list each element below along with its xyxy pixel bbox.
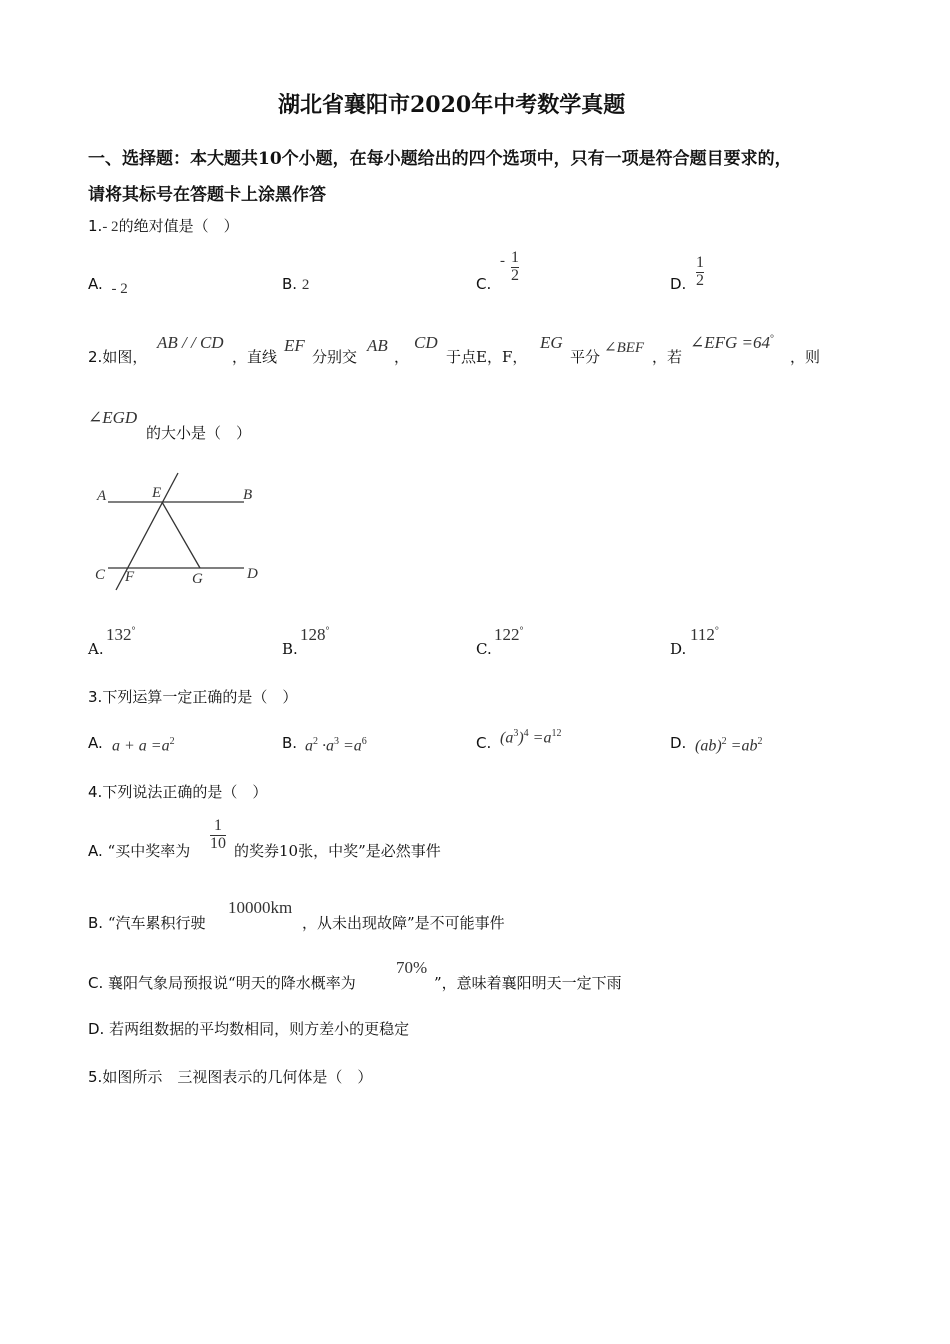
page-title: 湖北省襄阳市2020年中考数学真题: [278, 92, 626, 118]
exponent: 3: [334, 736, 339, 747]
point-label-f: F: [125, 569, 135, 585]
math-expression: =ab: [730, 737, 758, 755]
point-label-a: A: [97, 488, 107, 504]
option-3b-value: [305, 736, 367, 755]
question-text: 如图所示 三视图表示的几何体是（ ）: [102, 1068, 373, 1086]
question-number: 2.: [88, 348, 103, 366]
math-expression: ): [518, 729, 524, 747]
question-text: ，直线: [232, 348, 278, 366]
option-1d-value: [696, 252, 704, 290]
fraction: [696, 255, 704, 290]
option-value: 112: [690, 625, 715, 644]
exponent: 2: [313, 736, 318, 747]
section-heading-line1: 一、选择题：本大题共10个小题，在每小题给出的四个选项中，只有一项是符合题目要求的，: [88, 149, 792, 169]
question-4: [88, 781, 267, 802]
option-value: 2: [301, 277, 310, 293]
option-2b[interactable]: [282, 640, 298, 658]
question-1: [88, 215, 239, 236]
math-expression: =a: [343, 737, 362, 755]
option-label: C.: [88, 974, 104, 992]
question-text: ，: [394, 348, 410, 366]
degree-sign: °: [714, 625, 719, 637]
option-value: 132: [106, 625, 132, 644]
question-text: 分别交: [312, 348, 358, 366]
option-label: A.: [88, 640, 104, 658]
option-label: D.: [670, 275, 687, 293]
option-text: “汽车累积行驶: [107, 914, 206, 932]
option-2c-value: [494, 625, 524, 645]
option-1c-value: [500, 250, 519, 285]
option-label: A.: [88, 734, 103, 752]
option-value: 128: [300, 625, 326, 644]
fraction-denominator: 2: [696, 271, 704, 289]
question-text: 的绝对值是（ ）: [118, 217, 239, 235]
math-expression: - 2: [102, 219, 119, 235]
exponent: 3: [513, 728, 519, 739]
exponent: 6: [361, 736, 367, 747]
option-label: A.: [88, 842, 103, 860]
fraction-denominator: 10: [210, 834, 226, 852]
option-label: D.: [88, 1020, 105, 1038]
geometry-figure: [88, 470, 278, 600]
option-2b-value: [300, 625, 330, 645]
line-eg: [162, 502, 200, 568]
point-label-d: D: [247, 566, 258, 582]
option-text: ”，意味着襄阳明天一定下雨: [434, 974, 622, 992]
exponent: 2: [757, 736, 763, 747]
option-4b[interactable]: [88, 912, 206, 933]
question-text: 如图，: [102, 348, 148, 366]
option-label: A.: [88, 275, 103, 293]
option-label: B.: [282, 734, 298, 752]
option-2c[interactable]: [476, 640, 492, 658]
question-number: 5.: [88, 1068, 103, 1086]
degree-sign: °: [131, 625, 136, 637]
math-ef: EF: [284, 336, 305, 355]
option-4a-fraction: [210, 815, 226, 853]
option-text: ，从未出现故障”是不可能事件: [302, 914, 505, 932]
question-5: [88, 1066, 372, 1087]
question-text: ，则: [790, 348, 821, 366]
option-2a-value: [106, 625, 136, 645]
option-1b[interactable]: [282, 275, 309, 294]
option-3d-value: [695, 736, 762, 755]
option-text: 襄阳气象局预报说“明天的降水概率为: [108, 974, 356, 992]
exponent: 4: [523, 728, 529, 739]
math-angle-egd: ∠EGD: [88, 408, 138, 427]
math-expression: (ab): [695, 737, 722, 755]
option-2d[interactable]: [670, 640, 686, 658]
question-text: 下列说法正确的是（ ）: [102, 783, 268, 801]
degree-sign: °: [325, 625, 330, 637]
option-label: D.: [670, 734, 687, 752]
math-distance: 10000km: [228, 898, 293, 917]
math-eg: EG: [540, 333, 563, 352]
point-label-e: E: [152, 485, 162, 501]
fraction-denominator: 2: [511, 266, 519, 284]
math-cd: CD: [414, 333, 438, 352]
degree-sign: °: [770, 333, 775, 345]
question-number: 4.: [88, 783, 103, 801]
option-1d[interactable]: [670, 275, 686, 293]
question-text: 的大小是（ ）: [146, 424, 252, 442]
option-3c-value: [500, 728, 561, 747]
option-3a[interactable]: [88, 734, 103, 752]
fraction: [511, 250, 519, 285]
option-label: C.: [476, 734, 492, 752]
question-3: [88, 686, 297, 707]
option-2a[interactable]: [88, 640, 104, 658]
option-2d-value: [690, 625, 719, 645]
math-expression: (a: [500, 729, 514, 747]
option-label: B.: [282, 275, 298, 293]
option-value: - 2: [111, 281, 128, 297]
section-heading-line2: 请将其标号在答题卡上涂黑作答: [88, 185, 326, 205]
math-expression: a + a =a: [112, 737, 170, 755]
option-4d[interactable]: [88, 1018, 409, 1039]
math-angle-efg: [690, 333, 774, 353]
minus-sign: -: [500, 252, 505, 269]
exponent: 2: [169, 736, 175, 747]
option-4c[interactable]: [88, 972, 356, 993]
option-text: “买中奖率为: [107, 842, 191, 860]
option-value: 122: [494, 625, 520, 644]
math-angle-bef: ∠BEF: [604, 340, 645, 356]
question-number: 1.: [88, 217, 103, 235]
math-expression: ∠EFG =64: [690, 333, 771, 352]
question-text: 平分: [570, 348, 601, 366]
option-3d[interactable]: [670, 734, 686, 752]
option-text: 的奖券10张，中奖”是必然事件: [234, 842, 441, 860]
point-label-b: B: [243, 487, 253, 503]
option-text: 若两组数据的平均数相同，则方差小的更稳定: [109, 1020, 410, 1038]
math-ab-parallel-cd: AB / / CD: [157, 333, 224, 352]
option-3c[interactable]: [476, 734, 491, 752]
option-label: C.: [476, 640, 492, 658]
option-label: D.: [670, 640, 687, 658]
degree-sign: °: [519, 625, 524, 637]
option-3b[interactable]: [282, 734, 297, 752]
option-4a[interactable]: [88, 840, 190, 861]
math-percent: 70%: [396, 958, 428, 977]
fraction-numerator: 1: [696, 254, 704, 271]
option-1a[interactable]: [88, 275, 128, 297]
option-label: B.: [88, 914, 104, 932]
fraction-numerator: 1: [511, 249, 519, 266]
option-label: B.: [282, 640, 298, 658]
question-text: 于点E，F，: [446, 348, 528, 366]
math-ab: AB: [367, 336, 388, 355]
question-text: ，若: [652, 348, 683, 366]
option-1c[interactable]: [476, 275, 491, 293]
option-label: C.: [476, 275, 492, 293]
question-number: 3.: [88, 688, 103, 706]
option-3a-value: [112, 736, 175, 755]
point-label-g: G: [192, 571, 203, 587]
math-expression: =a: [532, 729, 552, 747]
question-2-line1: [88, 346, 147, 367]
fraction-numerator: 1: [214, 817, 222, 834]
exponent: 2: [721, 736, 727, 747]
point-label-c: C: [95, 567, 106, 583]
fraction: [210, 818, 226, 853]
exponent: 12: [551, 728, 562, 739]
math-expression: a: [305, 737, 313, 755]
question-text: 下列运算一定正确的是（ ）: [102, 688, 298, 706]
math-expression: ·a: [322, 737, 334, 755]
